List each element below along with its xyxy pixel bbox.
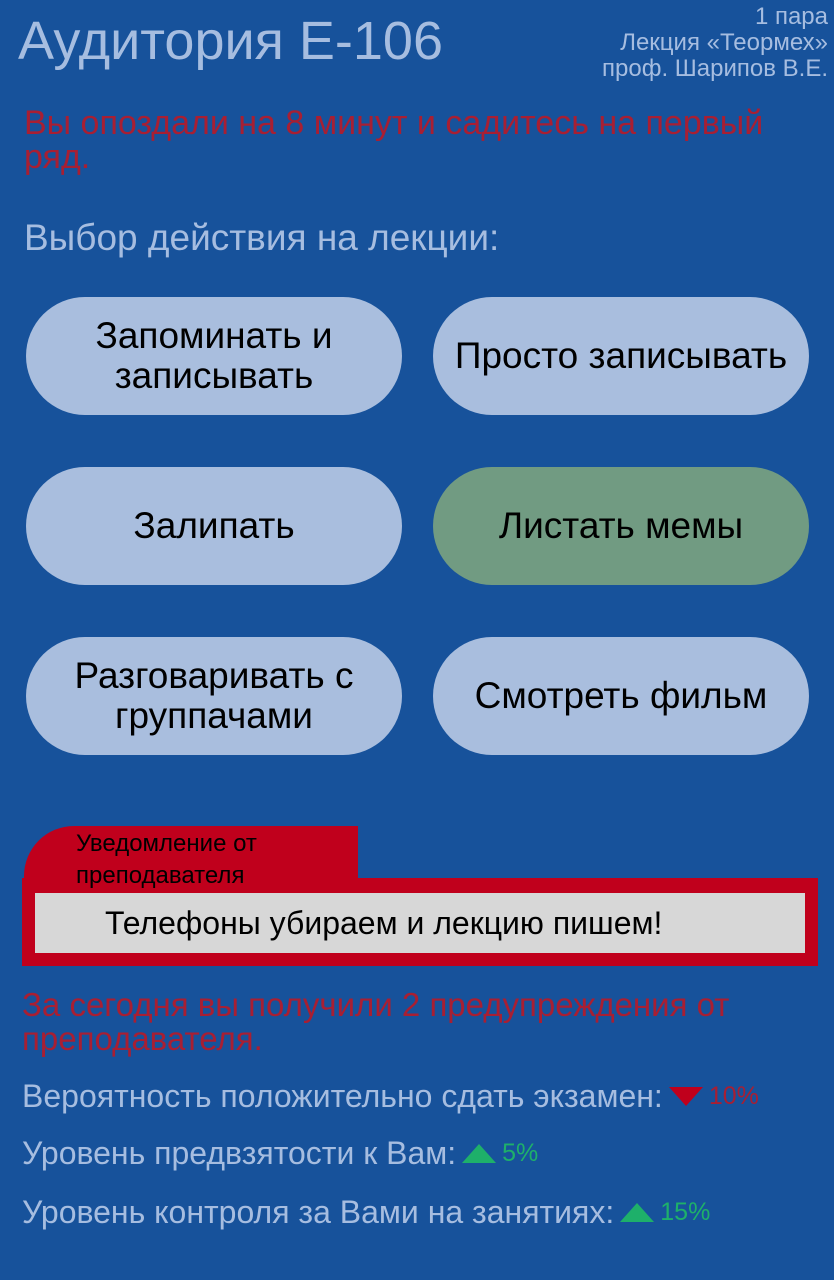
stat-value: 5%: [502, 1139, 539, 1167]
arrow-up-icon: [620, 1203, 654, 1222]
stat-label: Вероятность положительно сдать экзамен:: [22, 1078, 663, 1114]
stat-label: Уровень предвзятости к Вам:: [22, 1135, 457, 1171]
just-write-button[interactable]: Просто записывать: [433, 297, 809, 415]
professor-name: проф. Шарипов В.Е.: [602, 55, 828, 82]
stat-exam-probability: [22, 1078, 759, 1115]
notification-message: Телефоны убираем и лекцию пишем!: [35, 893, 805, 953]
page-title: Аудитория Е-106: [18, 11, 443, 71]
actions-heading: Выбор действия на лекции:: [24, 217, 500, 258]
memorize-and-write-button[interactable]: Запоминать и записывать: [26, 297, 402, 415]
zone-out-button[interactable]: Залипать: [26, 467, 402, 585]
arrow-down-icon: [669, 1087, 703, 1106]
watch-movie-button[interactable]: Смотреть фильм: [433, 637, 809, 755]
talk-to-groupmates-button[interactable]: Разговаривать с группачами: [26, 637, 402, 755]
notification-tab-label: Уведомление от преподавателя: [76, 830, 257, 889]
period-label: 1 пара: [754, 3, 828, 30]
lecture-info: [602, 4, 828, 82]
browse-memes-button[interactable]: Листать мемы: [433, 467, 809, 585]
arrow-up-icon: [462, 1144, 496, 1163]
stat-control-level: [22, 1194, 710, 1231]
stat-value: 10%: [708, 1082, 759, 1110]
stat-bias-level: [22, 1135, 538, 1172]
stat-label: Уровень контроля за Вами на занятиях:: [22, 1194, 615, 1230]
warning-message: За сегодня вы получили 2 предупреждения от преподавателя.: [22, 986, 730, 1057]
lecture-name: Лекция «Теормех»: [620, 29, 828, 56]
stat-value: 15%: [660, 1198, 711, 1226]
late-message: Вы опоздали на 8 минут и садитесь на первый ряд.: [24, 104, 764, 176]
